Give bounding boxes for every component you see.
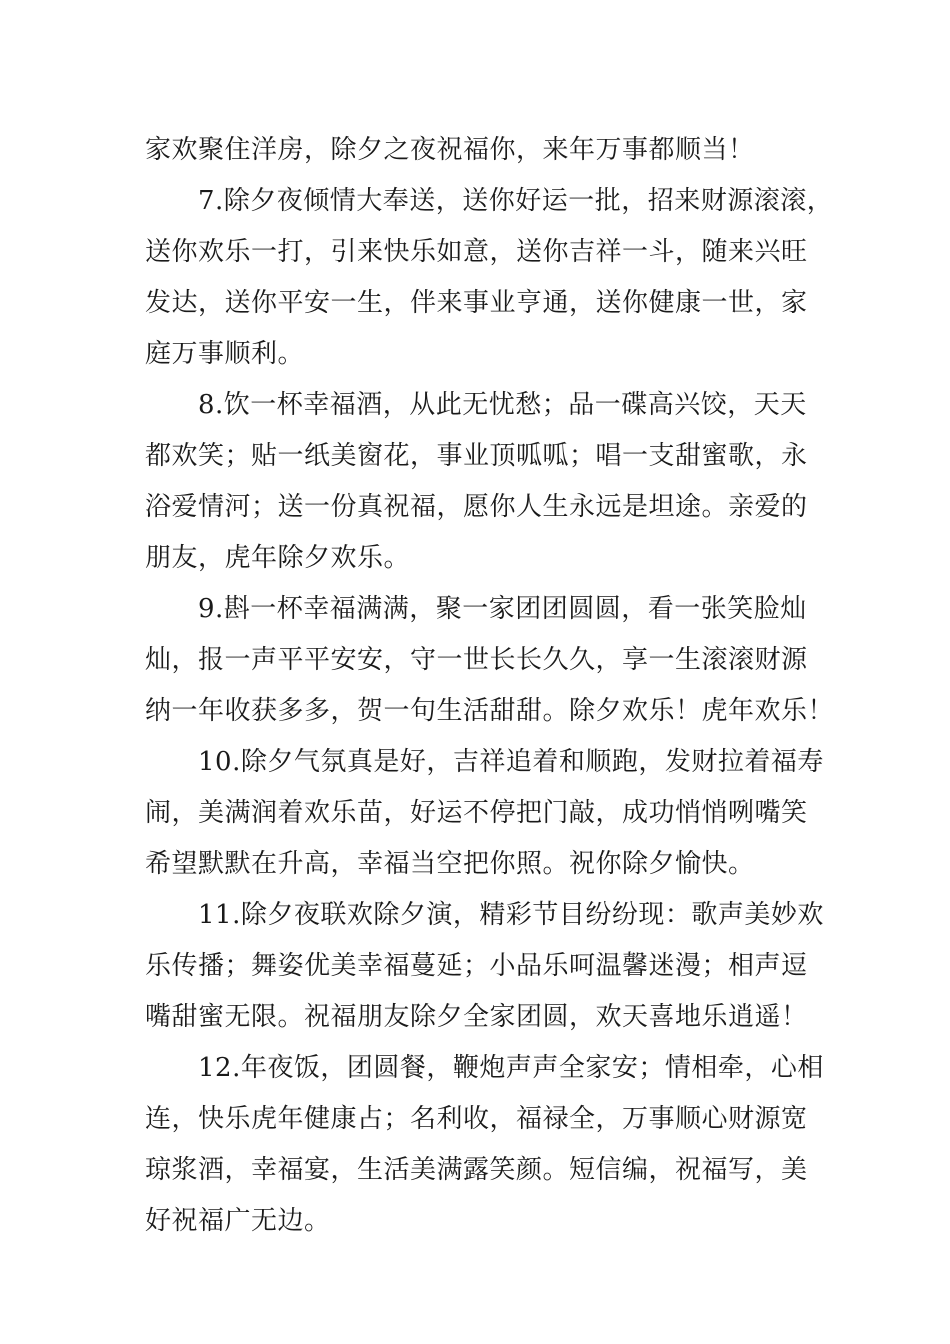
- text-line: 连，快乐虎年健康占；名利收，福禄全，万事顺心财源宽: [145, 1104, 808, 1134]
- text-line: 纳一年收获多多，贺一句生活甜甜。除夕欢乐！虎年欢乐！: [145, 696, 835, 726]
- text-line: 灿，报一声平平安安，守一世长长久久，享一生滚滚财源: [145, 645, 808, 675]
- text-line: 闹，美满润着欢乐苗，好运不停把门敲，成功悄悄咧嘴笑: [145, 798, 808, 828]
- text-line: 希望默默在升高，幸福当空把你照。祝你除夕愉快。: [145, 849, 755, 879]
- text-line: 送你欢乐一打，引来快乐如意，送你吉祥一斗，随来兴旺: [145, 237, 808, 267]
- text-line: 都欢笑；贴一纸美窗花，事业顶呱呱；唱一支甜蜜歌，永: [145, 441, 808, 471]
- text-line: 8.饮一杯幸福酒，从此无忧愁；品一碟高兴饺，天天: [145, 390, 807, 420]
- text-line: 浴爱情河；送一份真祝福，愿你人生永远是坦途。亲爱的: [145, 492, 808, 522]
- document-body: [145, 125, 835, 1247]
- text-line: 朋友，虎年除夕欢乐。: [145, 543, 411, 573]
- text-line: 11.除夕夜联欢除夕演，精彩节目纷纷现：歌声美妙欢: [145, 900, 824, 930]
- text-line: 乐传播；舞姿优美幸福蔓延；小品乐呵温馨迷漫；相声逗: [145, 951, 808, 981]
- text-line: 嘴甜蜜无限。祝福朋友除夕全家团圆，欢天喜地乐逍遥！: [145, 1002, 808, 1032]
- text-line: 琼浆酒，幸福宴，生活美满露笑颜。短信编，祝福写，美: [145, 1155, 808, 1185]
- text-line: 7.除夕夜倾情大奉送，送你好运一批，招来财源滚滚，: [145, 186, 834, 216]
- text-line: 发达，送你平安一生，伴来事业亨通，送你健康一世，家: [145, 288, 808, 318]
- text-line: 10.除夕气氛真是好，吉祥追着和顺跑，发财拉着福寿: [145, 747, 824, 777]
- text-line: 9.斟一杯幸福满满，聚一家团团圆圆，看一张笑脸灿: [145, 594, 807, 624]
- text-line: 庭万事顺利。: [145, 339, 305, 369]
- text-line: 好祝福广无边。: [145, 1206, 331, 1236]
- text-line: 12.年夜饭，团圆餐，鞭炮声声全家安；情相牵，心相: [145, 1053, 824, 1083]
- text-line: 家欢聚住洋房，除夕之夜祝福你，来年万事都顺当！: [145, 135, 755, 165]
